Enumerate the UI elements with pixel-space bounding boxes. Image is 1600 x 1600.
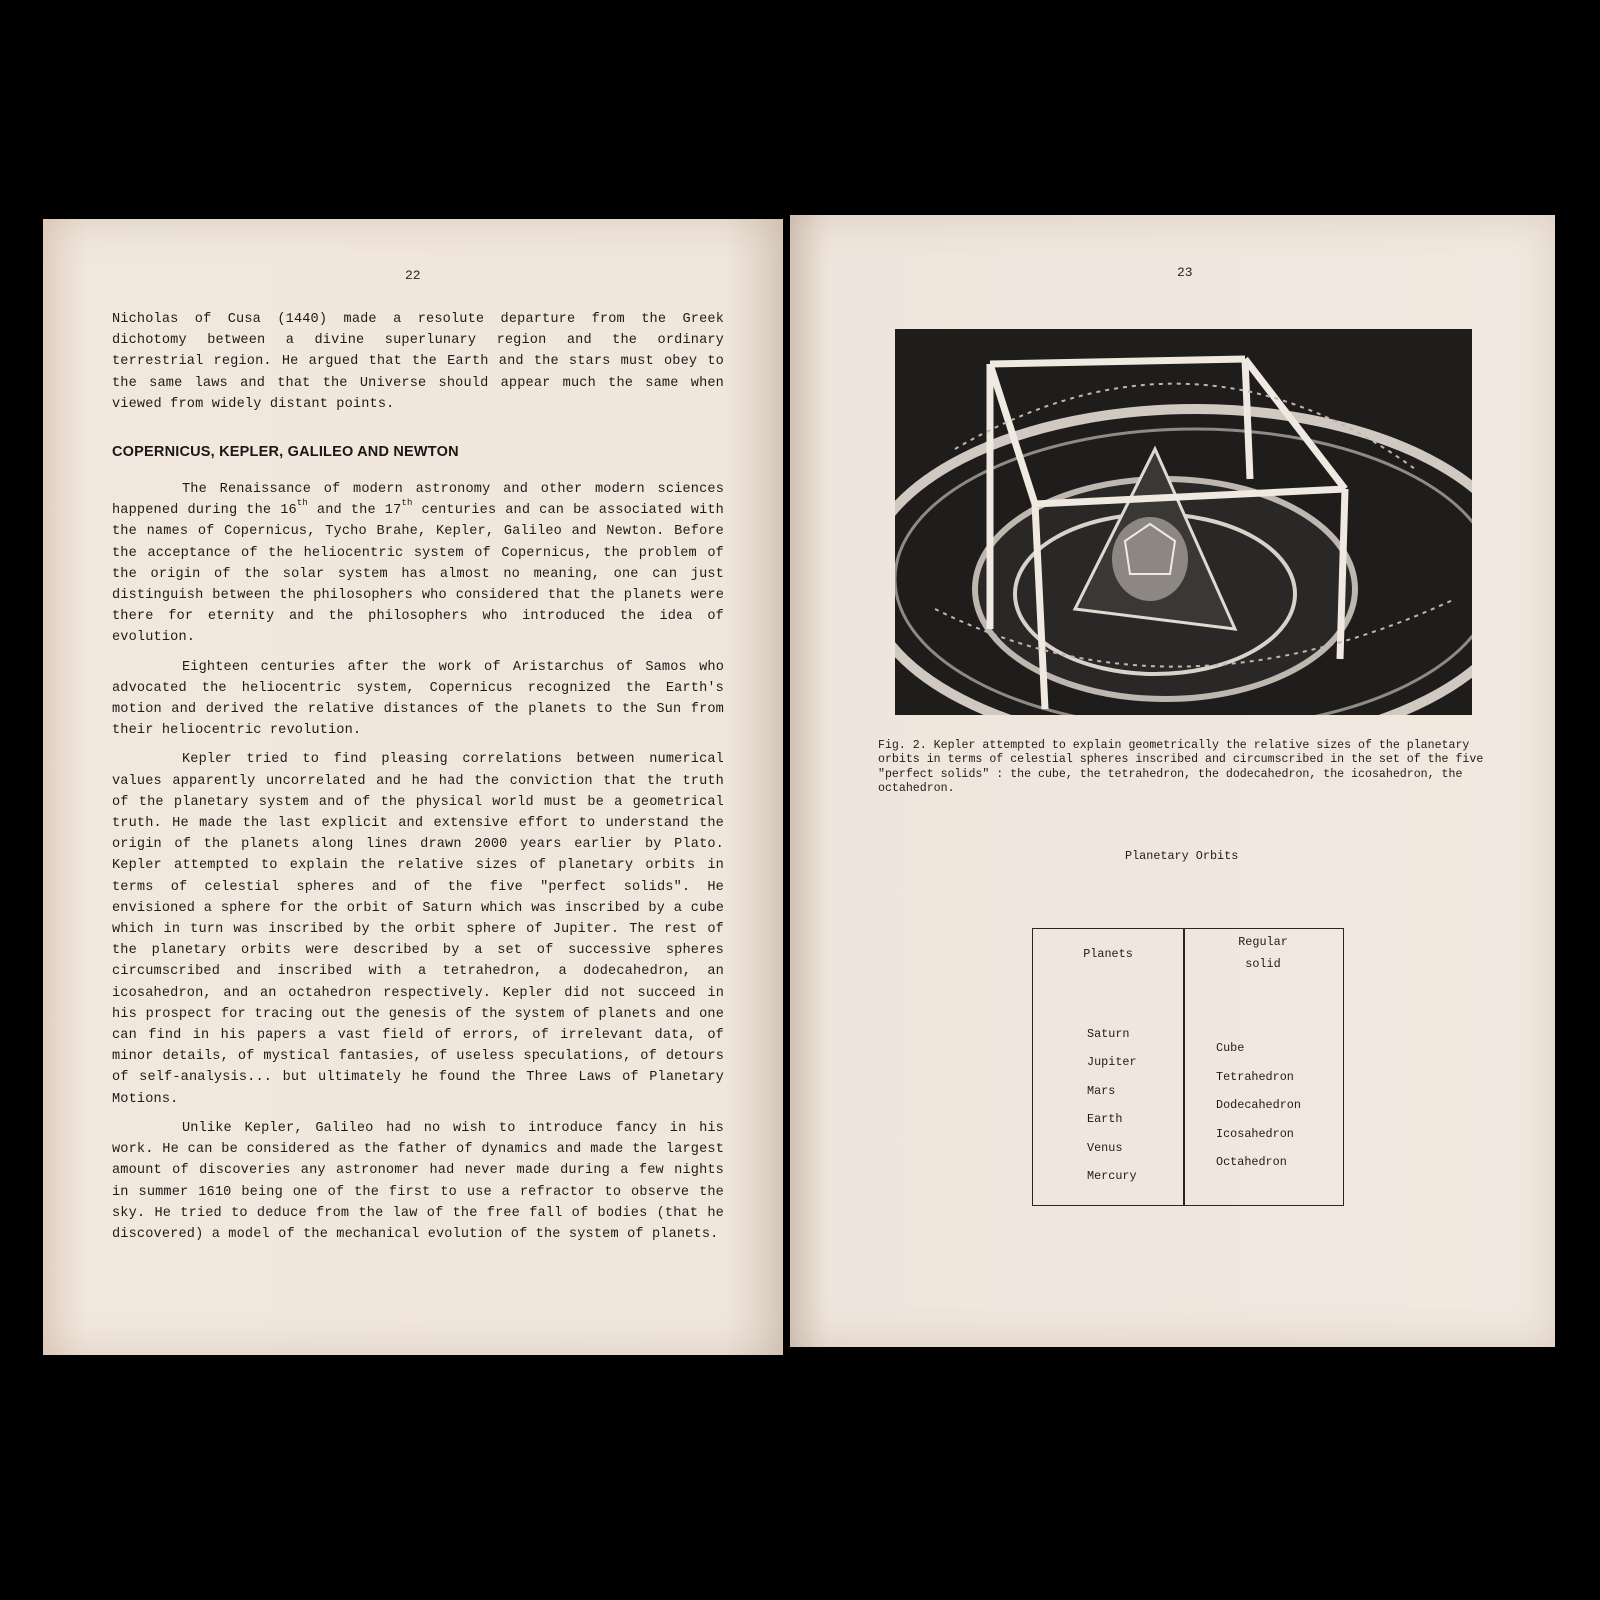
planet-venus: Venus	[1087, 1141, 1123, 1155]
para1-part-a: The Renaissance of modern astronomy and other modern sciences happened during the 16	[112, 482, 724, 519]
paragraph-copernicus: Eighteen centuries after the work of Aristarchus of Samos who advocated the heliocentric system, Copernicus recognized the Earth's motion and derived the relative distances of the planets to the Sun from their heliocentric revolution.	[112, 659, 724, 739]
paragraph-renaissance	[112, 479, 724, 649]
para1-sup-1: th	[296, 498, 308, 509]
paragraph-galileo: Unlike Kepler, Galileo had no wish to introduce fancy in his work. He can be considered as the father of dynamics and made the largest amount of discoveries any astronomer had never made during a few nights in summer 1610 being one of the first to use a refractor to observe the sky. He tried to deduce from the law of the free fall of bodies (that he discovered) a model of the mechanical evolution of the system of planets.	[112, 1120, 724, 1242]
header-regular-solid	[1183, 921, 1343, 975]
header-regular: Regular	[1238, 935, 1288, 949]
section-heading: COPERNICUS, KEPLER, GALILEO AND NEWTON	[112, 444, 459, 460]
header-planets: Planets	[1083, 947, 1133, 961]
solid-tetrahedron: Tetrahedron	[1216, 1070, 1294, 1084]
solid-dodecahedron: Dodecahedron	[1216, 1098, 1301, 1112]
para1-part-c: centuries and can be associated with the names of Copernicus, Tycho Brahe, Kepler, Galileo and Newton. Before the acceptance of the heliocentric system of Copernicus, the problem of the origin of the solar system has almost no meaning, one can just distinguish between the philosophers who considered that the planets were there for eternity and the philosophers who introduced the idea of evolution.	[112, 503, 724, 646]
kepler-model-figure	[895, 329, 1472, 715]
left-intro-block	[112, 309, 724, 423]
planet-jupiter: Jupiter	[1087, 1055, 1137, 1069]
paragraph-kepler: Kepler tried to find pleasing correlations between numerical values apparently uncorrelated and he had the conviction that the truth of the planetary system and of the physical world must be a geometrical truth. He made the last explicit and extensive effort to understand the origin of the planets along lines drawn 2000 years earlier by Plato. Kepler attempted to explain the relative sizes of planetary orbits in terms of celestial spheres and of the five "perfect solids". He envisioned a sphere for the orbit of Saturn which was inscribed by a cube which in turn was inscribed by the orbit sphere of Jupiter. The rest of the planetary orbits were described by a set of successive spheres circumscribed and inscribed with a tetrahedron, a dodecahedron, an icosahedron, and an octahedron respectively. Kepler did not succeed in his prospect for tracing out the genesis of the system of planets and one can find in his papers a vast field of errors, of irrelevant data, of minor details, of mystical fantasies, of useless speculations, of detours of self-analysis... but ultimately he found the Three Laws of Planetary Motions.	[112, 752, 724, 1107]
para1-part-b: and the 17	[307, 503, 402, 519]
header-solid: solid	[1245, 957, 1281, 971]
planet-mercury: Mercury	[1087, 1169, 1137, 1183]
solid-cube: Cube	[1216, 1041, 1245, 1055]
solid-icosahedron: Icosahedron	[1216, 1127, 1294, 1141]
left-main-text	[112, 479, 724, 1253]
figure-caption: Fig. 2. Kepler attempted to explain geometrically the relative sizes of the planetary orbits in terms of celestial spheres inscribed and circumscribed in the set of the five "perfect solids" : the cube, the tetrahedron, the dodecahedron, the icosahedron, the octahedron.	[878, 739, 1484, 795]
solid-octahedron: Octahedron	[1216, 1155, 1287, 1169]
page-number-right: 23	[1177, 265, 1193, 280]
planetary-orbits-table	[1032, 928, 1344, 1206]
intro-paragraph: Nicholas of Cusa (1440) made a resolute departure from the Greek dichotomy between a divine superlunary region and the ordinary terrestrial region. He argued that the Earth and the stars must obey to the same laws and that the Universe should appear much the same when viewed from widely distant points.	[112, 312, 724, 412]
kepler-model-illustration	[895, 329, 1472, 715]
para1-sup-2: th	[401, 498, 413, 509]
planet-mars: Mars	[1087, 1084, 1116, 1098]
table-title: Planetary Orbits	[1125, 849, 1239, 863]
planet-saturn: Saturn	[1087, 1027, 1130, 1041]
planet-earth: Earth	[1087, 1112, 1123, 1126]
page-number-left: 22	[405, 268, 421, 283]
